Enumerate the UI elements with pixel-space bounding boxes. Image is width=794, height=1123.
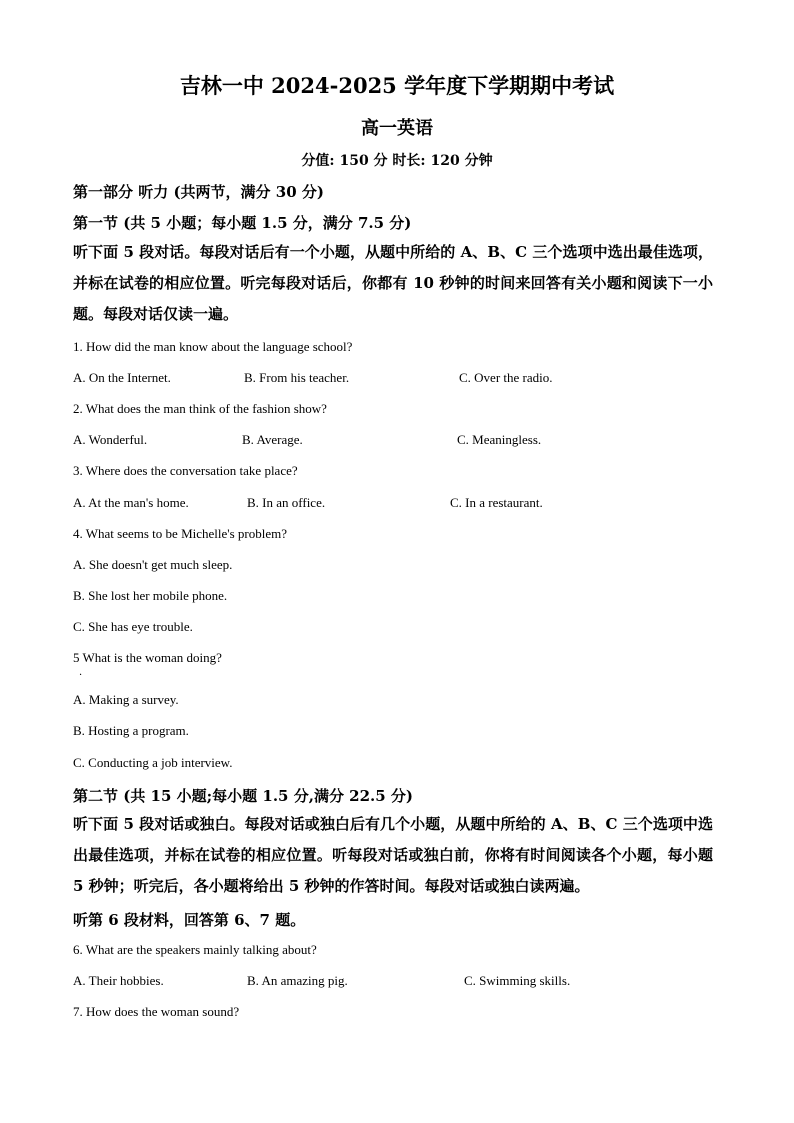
stray-mark: · — [79, 670, 83, 681]
question-1: 1. How did the man know about the language school? — [73, 339, 353, 354]
question-6: 6. What are the speakers mainly talking about? — [73, 942, 317, 957]
question-7: 7. How does the woman sound? — [73, 1004, 240, 1019]
q2-option-b: B. Average. — [242, 432, 303, 447]
q2-option-a: A. Wonderful. — [73, 432, 148, 447]
question-2: 2. What does the man think of the fashion show? — [73, 401, 327, 416]
exam-title: 吉林一中 2024-2025 学年度下学期期中考试 — [179, 73, 615, 98]
q6-option-b: B. An amazing pig. — [247, 973, 348, 988]
q3-option-c: C. In a restaurant. — [450, 495, 543, 510]
q4-option-c: C. She has eye trouble. — [73, 619, 193, 634]
section1-instructions: 听下面 5 段对话。每段对话后有一个小题，从题中所给的 A、B、C 三个选项中选出最佳选项，并标在试卷的相应位置。听完每段对话后，你都有 10 秒钟的时间来回答有关小题和阅读下一小题。每段对话仅读一遍。 — [73, 243, 713, 323]
section1-heading: 第一节 (共 5 小题；每小题 1.5 分，满分 7.5 分) — [73, 214, 412, 232]
subject-title: 高一英语 — [361, 118, 433, 139]
question-4: 4. What seems to be Michelle's problem? — [73, 526, 288, 541]
question-5: 5 What is the woman doing? — [73, 650, 222, 665]
q5-option-c: C. Conducting a job interview. — [73, 755, 233, 770]
q3-option-b: B. In an office. — [247, 495, 326, 510]
q5-option-b: B. Hosting a program. — [73, 723, 189, 738]
part1-heading: 第一部分 听力 (共两节，满分 30 分) — [73, 183, 324, 201]
exam-meta: 分值: 150 分 时长: 120 分钟 — [301, 153, 493, 169]
q1-option-b: B. From his teacher. — [244, 370, 350, 385]
material-note: 听第 6 段材料，回答第 6、7 题。 — [73, 911, 306, 929]
q2-option-c: C. Meaningless. — [457, 432, 542, 447]
q6-option-c: C. Swimming skills. — [464, 973, 571, 988]
q1-option-a: A. On the Internet. — [73, 370, 171, 385]
q4-option-a: A. She doesn't get much sleep. — [73, 557, 233, 572]
question-3: 3. Where does the conversation take place? — [73, 463, 298, 478]
section2-instructions: 听下面 5 段对话或独白。每段对话或独白后有几个小题，从题中所给的 A、B、C 三个选项中选出最佳选项，并标在试卷的相应位置。听每段对话或独白前，你将有时间阅读各个小题，每小题 5 秒钟；听完后，各小题将给出 5 秒钟的作答时间。每段对话或独白读两遍。 — [73, 815, 713, 895]
q6-option-a: A. Their hobbies. — [73, 973, 164, 988]
q4-option-b: B. She lost her mobile phone. — [73, 588, 228, 603]
q5-option-a: A. Making a survey. — [73, 692, 179, 707]
q3-option-a: A. At the man's home. — [73, 495, 189, 510]
q1-option-c: C. Over the radio. — [459, 370, 553, 385]
section2-heading: 第二节 (共 15 小题;每小题 1.5 分,满分 22.5 分) — [73, 787, 414, 805]
